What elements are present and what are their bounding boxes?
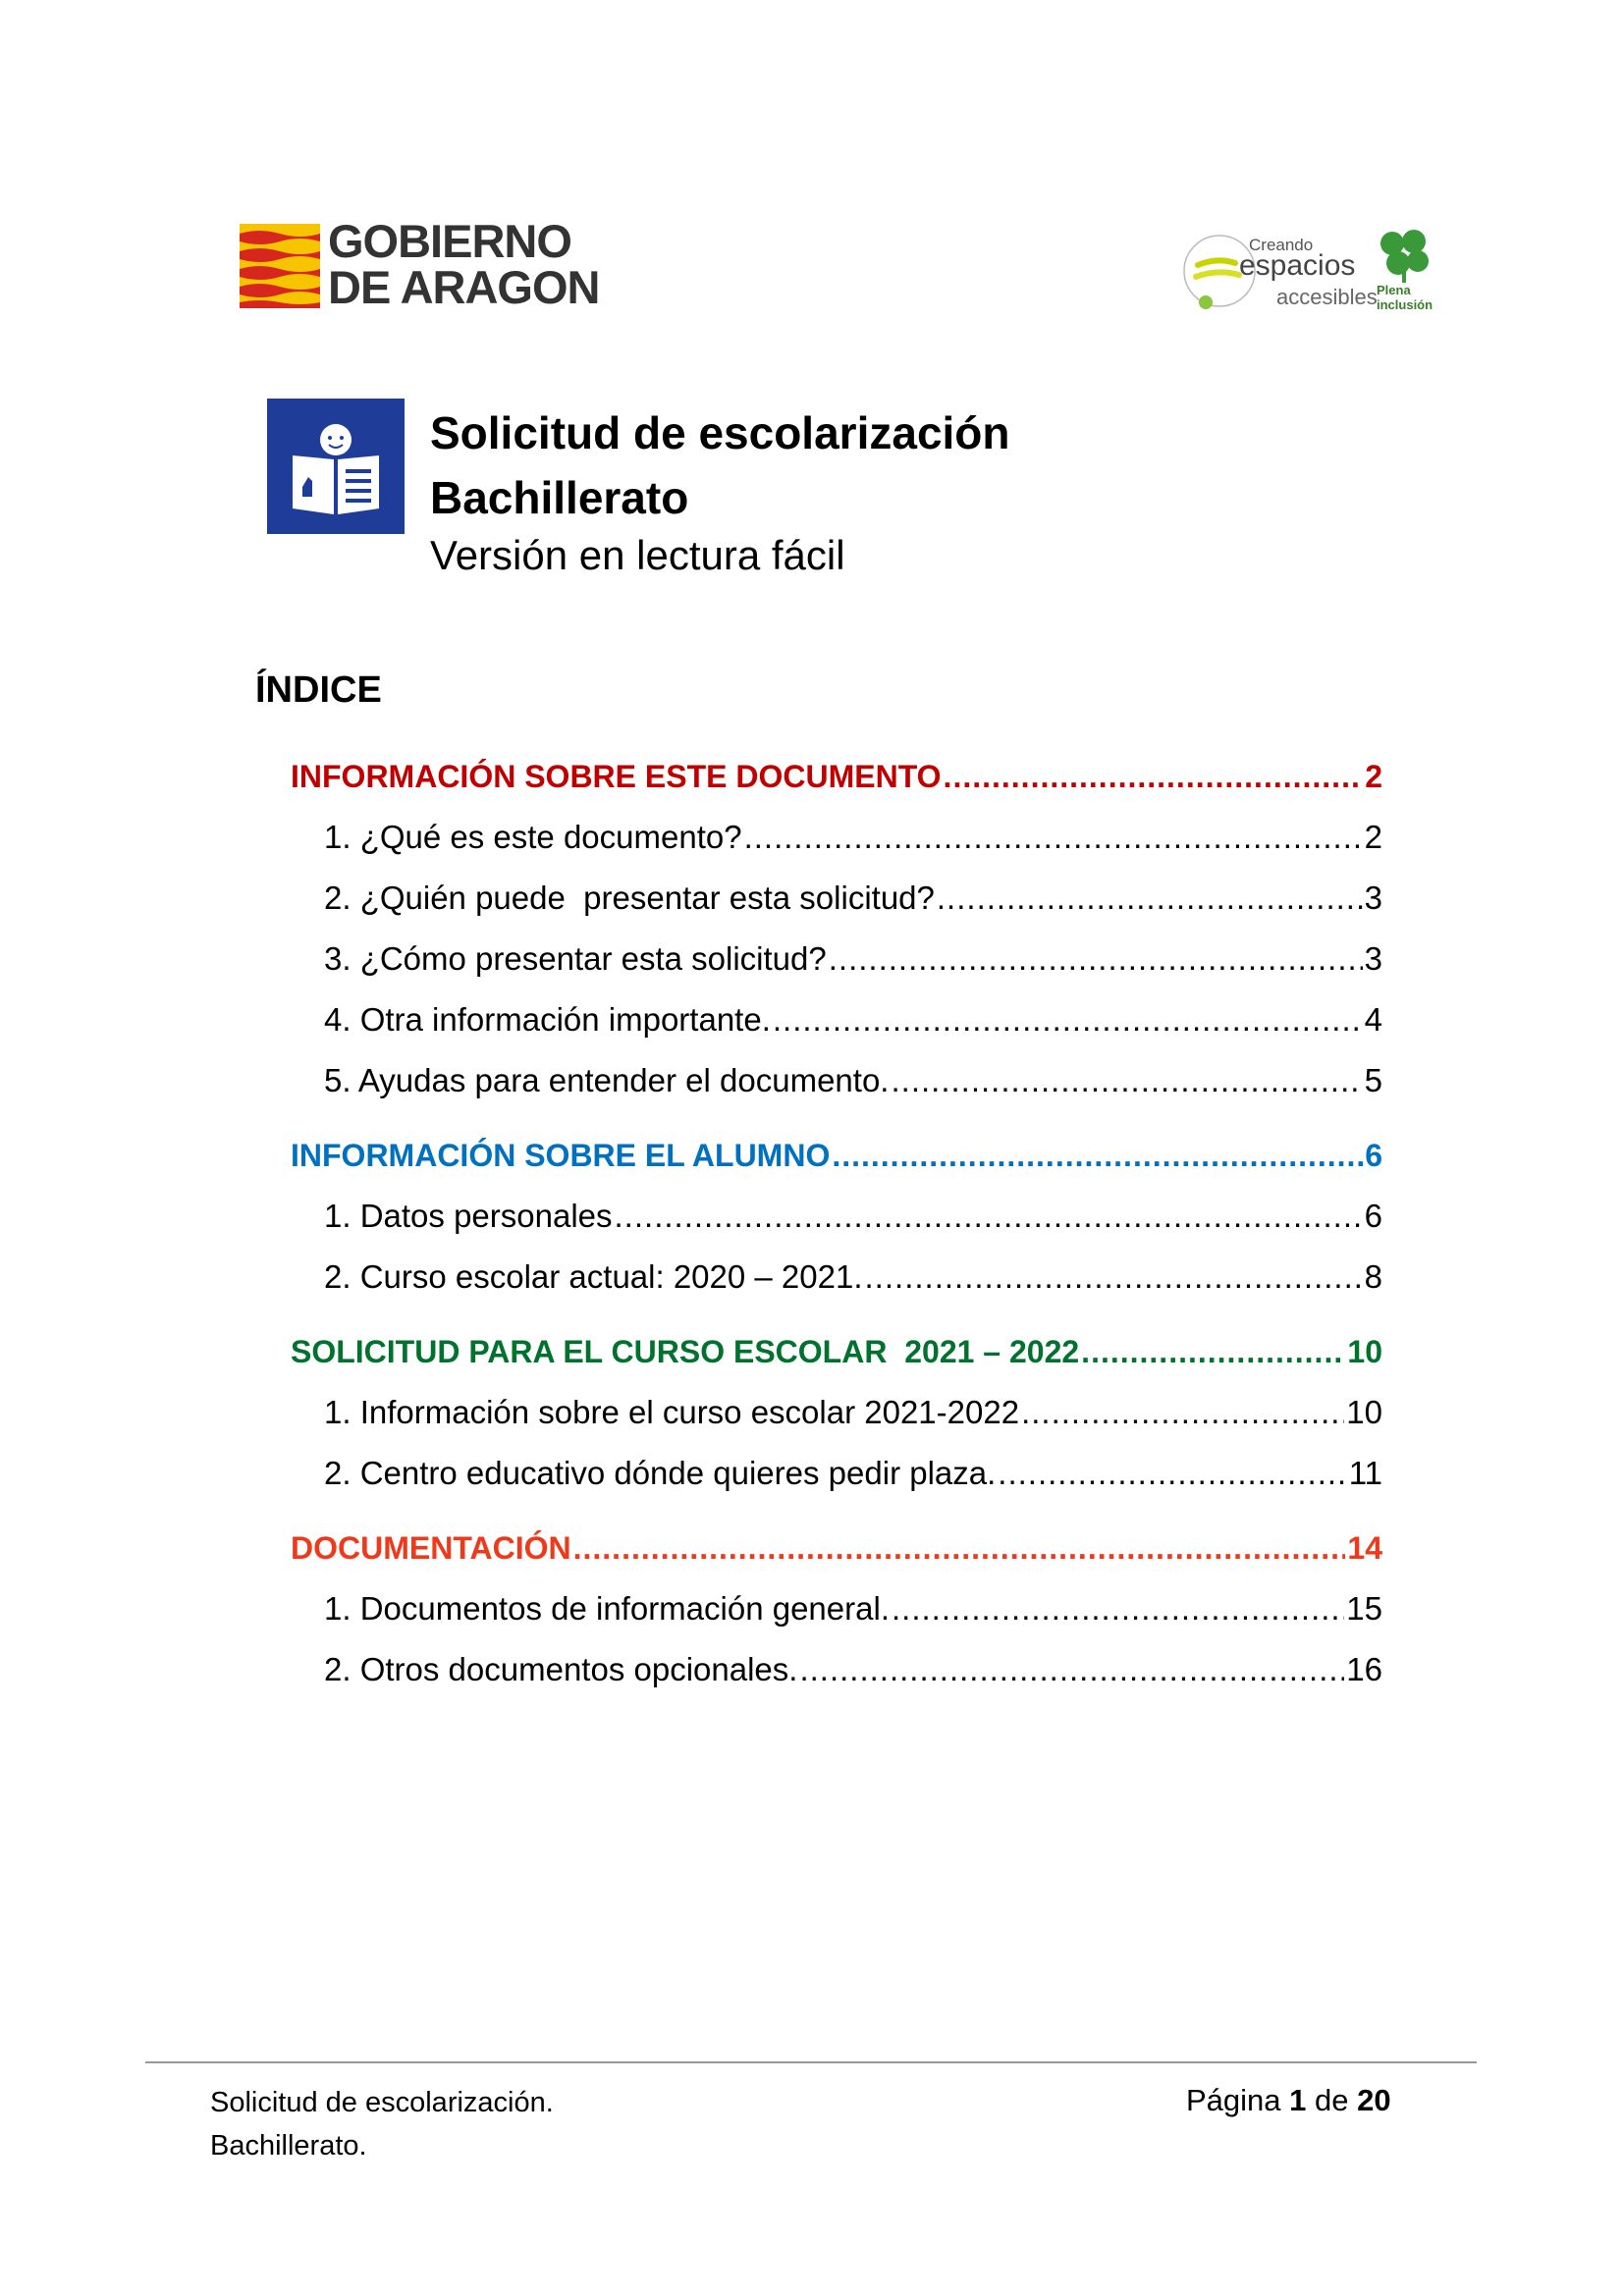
toc-item[interactable]: 1. Documentos de información general. ..... 15 [291,1578,1382,1639]
gobierno-aragon-text: GOBIERNO DE ARAGON [328,215,600,313]
gobierno-aragon-logo [240,215,613,313]
toc-item[interactable]: 2. Otros documentos opcionales. ..... 16 [291,1639,1382,1700]
document-title [430,400,1010,530]
toc-section-documentacion[interactable]: DOCUMENTACIÓN ..... 14 [291,1518,1382,1578]
espacios-text: espacios [1239,249,1356,282]
title-line-2: Bachillerato [430,472,689,523]
plena-inclusion-logo-icon [1377,228,1432,283]
page-total: 20 [1357,2083,1391,2117]
toc-item[interactable]: 2. ¿Quién puede presentar esta solicitud? ..... 3 [291,868,1382,929]
document-subtitle: Versión en lectura fácil [430,532,845,578]
toc-section-solicitud-curso[interactable]: SOLICITUD PARA EL CURSO ESCOLAR 2021 – 2022 ..... 10 [291,1321,1382,1382]
footer-document-name: Solicitud de escolarización. Bachillerato. [210,2087,554,2162]
toc-section-informacion-documento[interactable]: INFORMACIÓN SOBRE ESTE DOCUMENTO ..... 2 [291,746,1382,807]
toc-item[interactable]: 5. Ayudas para entender el documento. ..... 5 [291,1050,1382,1111]
footer-divider [145,2061,1477,2063]
toc-item[interactable]: 1. Información sobre el curso escolar 2021-2022 ..... 10 [291,1382,1382,1443]
aragon-flag-icon [240,224,320,308]
toc-section-informacion-alumno[interactable]: INFORMACIÓN SOBRE EL ALUMNO ..... 6 [291,1125,1382,1186]
plena-inclusion-logo [1377,228,1432,326]
index-heading: ÍNDICE [255,669,382,711]
toc-item[interactable]: 3. ¿Cómo presentar esta solicitud? ..... 3 [291,929,1382,989]
toc-item[interactable]: 1. ¿Qué es este documento? ..... 2 [291,807,1382,868]
title-line-1: Solicitud de escolarización [430,407,1010,458]
accesibles-text: accesibles [1276,285,1378,309]
creando-text: Creando [1249,236,1314,254]
easy-read-icon [267,399,405,534]
plena-inclusion-text: Plena inclusión [1377,283,1434,312]
page-current: 1 [1289,2083,1307,2117]
toc-item[interactable]: 2. Curso escolar actual: 2020 – 2021. ..... 8 [291,1247,1382,1308]
toc-item[interactable]: 4. Otra información importante. ..... 4 [291,989,1382,1050]
footer-page-number [1186,2083,1391,2118]
toc-item[interactable]: 2. Centro educativo dónde quieres pedir plaza. ..... 11 [291,1443,1382,1504]
page-separator: de [1315,2083,1349,2117]
page-prefix: Página [1186,2083,1281,2117]
table-of-contents [291,746,1382,1700]
toc-item[interactable]: 1. Datos personales ..... 6 [291,1186,1382,1247]
